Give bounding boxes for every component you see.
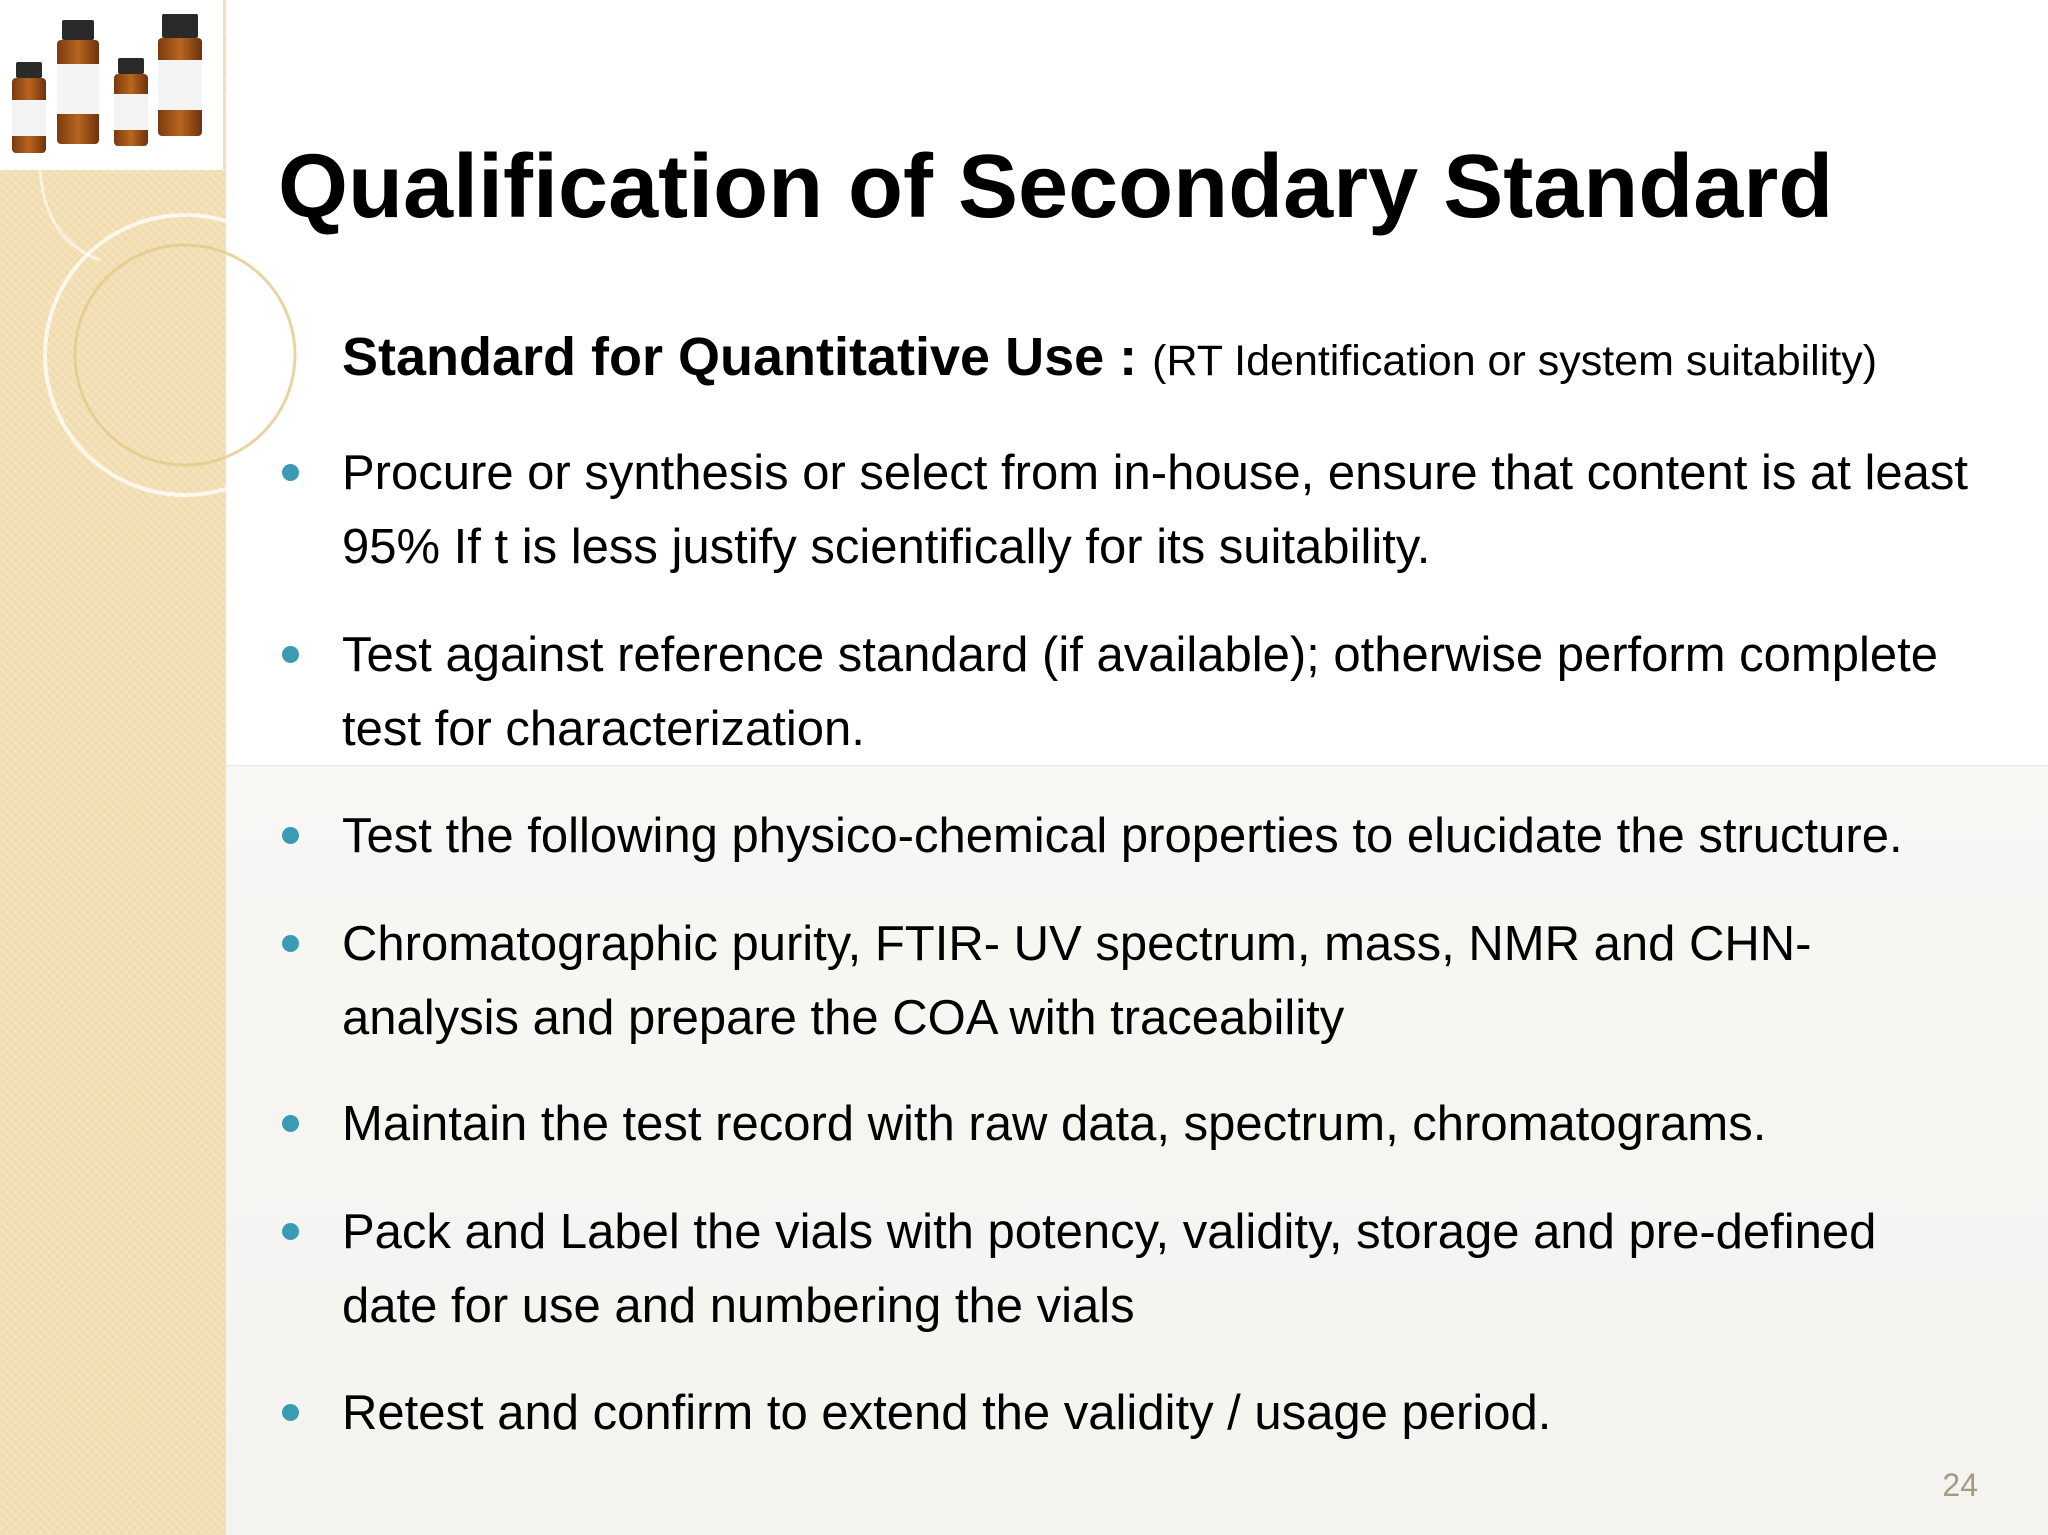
bullet-dot-icon [282, 1115, 299, 1132]
slide-title: Qualification of Secondary Standard [278, 137, 1834, 237]
bullet-dot-icon [282, 827, 299, 844]
bullet-dot-icon [282, 1404, 299, 1421]
bullet-dot-icon [282, 935, 299, 952]
bullet-text: Maintain the test record with raw data, spectrum, chromatograms. [342, 1097, 1767, 1151]
bullet-item [342, 436, 1982, 584]
bullet-text: Retest and confirm to extend the validity / usage period. [342, 1386, 1552, 1440]
bullet-item [342, 1087, 1982, 1161]
subheading [342, 326, 1877, 388]
bullet-text: Procure or synthesis or select from in-house, ensure that content is at least 95% If t is less justify scientifically for its suitability. [342, 446, 1968, 574]
bullet-item [342, 907, 1982, 1055]
page-number: 24 [1942, 1467, 1978, 1503]
bullet-dot-icon [282, 464, 299, 481]
bullet-text: Pack and Label the vials with potency, validity, storage and pre-defined date for use and numbering the vials [342, 1205, 1877, 1333]
bullet-item [342, 799, 1982, 873]
bullet-item [342, 618, 1982, 766]
bullet-text: Chromatographic purity, FTIR- UV spectrum, mass, NMR and CHN-analysis and prepare the COA with traceability [342, 917, 1812, 1045]
bullet-item [342, 1195, 1982, 1343]
vials-icon [0, 0, 223, 170]
bullet-text: Test the following physico-chemical properties to elucidate the structure. [342, 809, 1903, 863]
subheading-main: Standard for Quantitative Use : [342, 327, 1153, 387]
bullet-dot-icon [282, 1223, 299, 1240]
reference-vials-image [0, 0, 223, 170]
subheading-note: (RT Identification or system suitability) [1152, 337, 1878, 385]
bullet-dot-icon [282, 646, 299, 663]
bullet-text: Test against reference standard (if available); otherwise perform complete test for characterization. [342, 628, 1938, 756]
decorative-sidebar [0, 0, 226, 1535]
bullet-item [342, 1376, 1982, 1450]
